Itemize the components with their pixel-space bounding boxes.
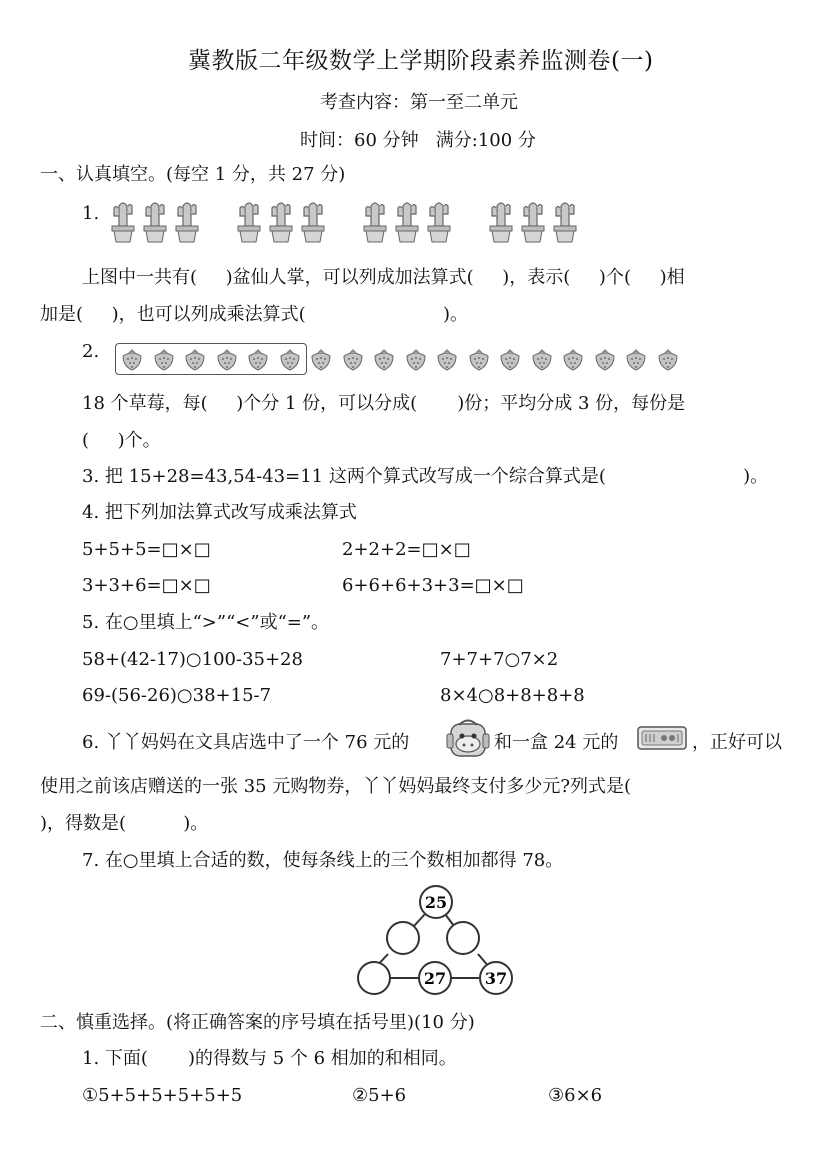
strawberry-icon [371, 346, 397, 372]
strawberry-icon [560, 346, 586, 372]
cactus-icon [392, 196, 422, 244]
q6-line-2: 使用之前该店赠送的一张 35 元购物券，丫丫妈妈最终支付多少元?列式是( [40, 776, 632, 797]
strawberry-figure [115, 343, 690, 377]
triangle-top-value: 25 [424, 893, 448, 912]
s2-q1-option-2: ②5+6 [352, 1085, 407, 1106]
q5: 5. 在○里填上“>”“<”或“=”。 [82, 612, 330, 633]
strawberry-icon [434, 346, 460, 372]
s2-q1-option-1: ①5+5+5+5+5+5 [82, 1085, 243, 1106]
strawberry-icon [466, 346, 492, 372]
circle-left-blank[interactable] [387, 922, 419, 954]
q4-c: 3+3+6=□×□ [82, 575, 211, 596]
q6-part-2: 和一盒 24 元的 [494, 732, 619, 753]
q2-line-2: ( )个。 [82, 430, 161, 451]
strawberry-icon [655, 346, 681, 372]
section-1-heading: 一、认真填空。(每空 1 分，共 27 分) [40, 164, 346, 185]
q3: 3. 把 15+28=43,54-43=11 这两个算式改写成一个综合算式是( )。 [82, 466, 769, 487]
exam-content: 考查内容：第一至二单元 [320, 92, 518, 113]
q4-d: 6+6+6+3+3=□×□ [342, 575, 524, 596]
cactus-icon [140, 196, 170, 244]
time-score: 时间：60 分钟 满分:100 分 [300, 130, 536, 151]
strawberry-icon [214, 346, 240, 372]
circle-right-blank[interactable] [447, 922, 479, 954]
q5-d: 8×4○8+8+8+8 [440, 685, 585, 706]
section-2-heading: 二、慎重选择。(将正确答案的序号填在括号里)(10 分) [40, 1012, 475, 1033]
q2-number: 2. [82, 341, 100, 362]
q6-part-3: ，正好可以 [692, 732, 782, 753]
number-triangle [350, 882, 520, 1000]
s2-q1-option-3: ③6×6 [548, 1085, 603, 1106]
strawberry-icon [529, 346, 555, 372]
q5-c: 69-(56-26)○38+15-7 [82, 685, 272, 706]
cactus-icon [298, 196, 328, 244]
q4: 4. 把下列加法算式改写成乘法算式 [82, 502, 357, 523]
strawberry-icon [592, 346, 618, 372]
strawberry-icon [497, 346, 523, 372]
q1-number: 1. [82, 203, 100, 224]
cactus-icon [518, 196, 548, 244]
q5-a: 58+(42-17)○100-35+28 [82, 649, 303, 670]
strawberry-icon [119, 346, 145, 372]
q6-line-3: )，得数是( )。 [40, 813, 209, 834]
circle-bottom-left-blank[interactable] [358, 962, 390, 994]
s2-q1: 1. 下面( )的得数与 5 个 6 相加的和相同。 [82, 1048, 457, 1069]
q1-line-2: 加是( )，也可以列成乘法算式( )。 [40, 304, 469, 325]
q4-b: 2+2+2=□×□ [342, 539, 471, 560]
page-title: 冀教版二年级数学上学期阶段素养监测卷(一) [188, 48, 654, 74]
cactus-icon [108, 196, 138, 244]
cactus-icon [234, 196, 264, 244]
pencil-box-icon [636, 724, 688, 752]
strawberry-icon [308, 346, 334, 372]
strawberry-icon [277, 346, 303, 372]
q1-line-1: 上图中一共有( )盆仙人掌，可以列成加法算式( )，表示( )个( )相 [82, 267, 685, 288]
strawberry-icon [623, 346, 649, 372]
backpack-icon [445, 716, 491, 758]
strawberry-icon [151, 346, 177, 372]
cactus-icon [486, 196, 516, 244]
strawberry-icon [340, 346, 366, 372]
cactus-figure [108, 196, 558, 246]
strawberry-icon [403, 346, 429, 372]
q2-line-1: 18 个草莓，每( )个分 1 份，可以分成( )份；平均分成 3 份，每份是 [82, 393, 686, 414]
cactus-icon [172, 196, 202, 244]
cactus-icon [266, 196, 296, 244]
cactus-icon [360, 196, 390, 244]
q4-a: 5+5+5=□×□ [82, 539, 211, 560]
q5-b: 7+7+7○7×2 [440, 649, 559, 670]
q7: 7. 在○里填上合适的数，使每条线上的三个数相加都得 78。 [82, 850, 564, 871]
triangle-mid-value: 27 [423, 969, 447, 988]
strawberry-icon [182, 346, 208, 372]
cactus-icon [424, 196, 454, 244]
cactus-icon [550, 196, 580, 244]
strawberry-icon [245, 346, 271, 372]
triangle-right-value: 37 [484, 969, 508, 988]
q6-part-1: 6. 丫丫妈妈在文具店选中了一个 76 元的 [82, 732, 410, 753]
